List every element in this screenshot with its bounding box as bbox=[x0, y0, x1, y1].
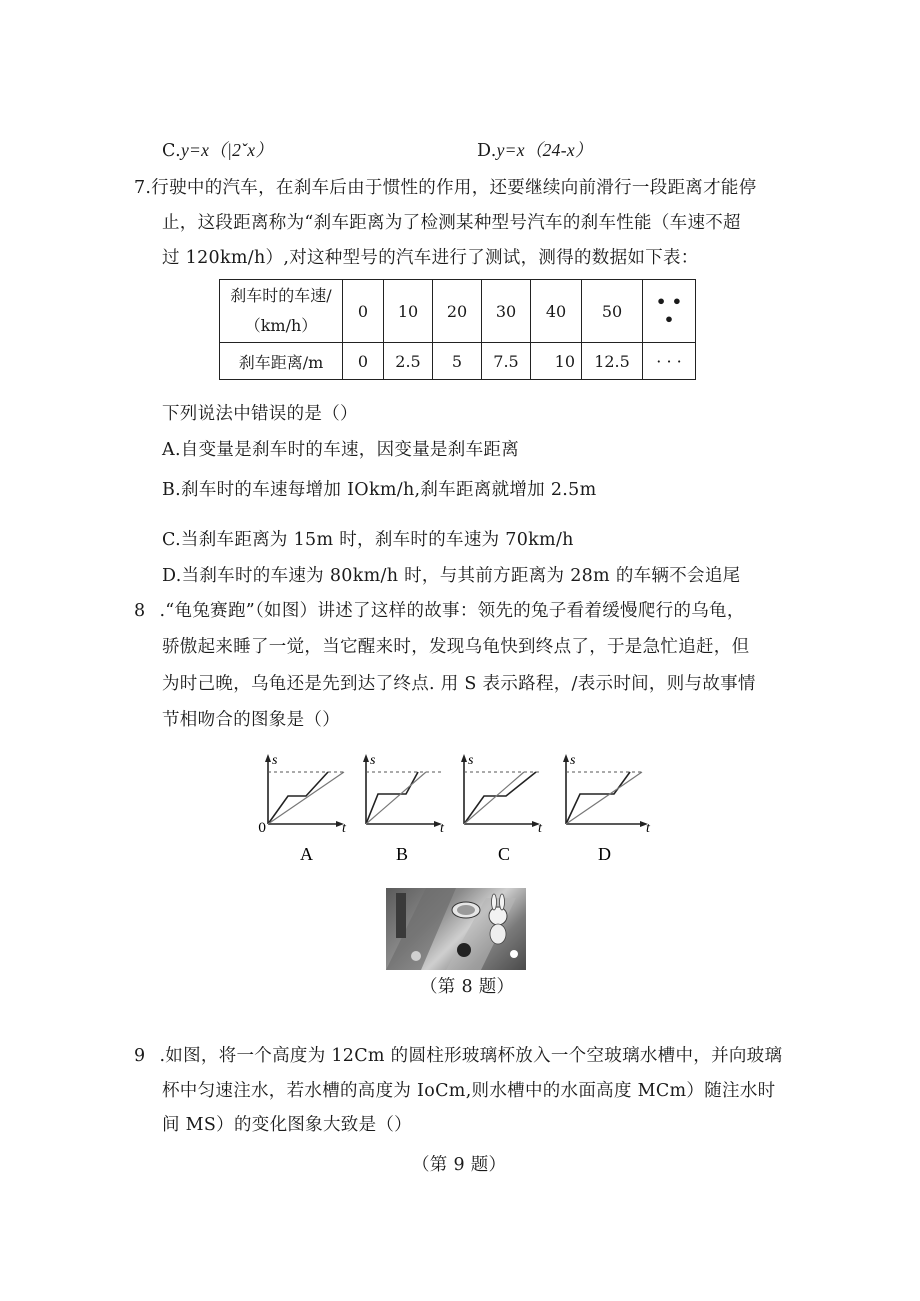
speed-dots-b: • bbox=[663, 310, 675, 329]
q7-option-d: D.当刹车时的车速为 80km/h 时，与其前方距离为 28m 的车辆不会追尾 bbox=[162, 566, 741, 586]
graph-b-svg bbox=[356, 752, 456, 862]
graph-c-t-label: t bbox=[538, 821, 542, 836]
graph-a[interactable] bbox=[258, 752, 358, 862]
option-d-prev bbox=[477, 137, 593, 162]
q7-stem-line3: 过 120km∕h）,对这种型号的汽车进行了测试，测得的数据如下表： bbox=[162, 248, 699, 268]
graph-b-s-label: s bbox=[370, 753, 376, 768]
q9-line1-text: .如图，将一个高度为 12Cm 的圆柱形玻璃杯放入一个空玻璃水槽中，并向玻璃 bbox=[159, 1046, 783, 1066]
q7-number: 7. bbox=[134, 178, 152, 198]
option-c-prev-expr: y=x（|2ˇx） bbox=[180, 140, 274, 160]
illustration-svg bbox=[386, 888, 526, 970]
q7-option-c: C.当刹车距离为 15m 时，刹车时的车速为 70km/h bbox=[162, 530, 574, 550]
distance-cell: 10 bbox=[531, 343, 582, 380]
table-row-distance bbox=[220, 343, 696, 380]
graph-b-option-label: B bbox=[396, 844, 409, 864]
q7-line1-text: 行驶中的汽车，在刹车后由于惯性的作用，还要继续向前滑行一段距离才能停 bbox=[151, 178, 757, 198]
q8-line4: 节相吻合的图象是（） bbox=[162, 710, 340, 730]
speed-cell: 10 bbox=[384, 280, 433, 343]
q8-line1 bbox=[134, 597, 745, 622]
distance-cell: 2.5 bbox=[384, 343, 433, 380]
tortoise-hare-illustration bbox=[386, 888, 526, 970]
speed-cell: 30 bbox=[482, 280, 531, 343]
graph-a-origin-label: 0 bbox=[258, 821, 267, 836]
graph-a-s-label: s bbox=[272, 753, 278, 768]
distance-cell: 7.5 bbox=[482, 343, 531, 380]
speed-header-a: 刹车时的车速/ bbox=[230, 286, 332, 305]
distance-cell: 5 bbox=[433, 343, 482, 380]
graph-d-svg bbox=[556, 752, 656, 862]
q7-option-b: B.刹车时的车速每增加 IOkm∕h,刹车距离就增加 2.5m bbox=[162, 480, 597, 500]
q8-line2: 骄傲起来睡了一觉，当它醒来时，发现乌龟快到终点了，于是急忙追赶，但 bbox=[162, 637, 750, 657]
speed-ellipsis-cell bbox=[643, 280, 696, 343]
graph-b[interactable] bbox=[356, 752, 456, 862]
q9-line1 bbox=[134, 1042, 782, 1067]
graph-d[interactable] bbox=[556, 752, 656, 862]
distance-cell: 12.5 bbox=[582, 343, 643, 380]
q7-stem-line1 bbox=[134, 174, 757, 199]
q7-option-a: A.自变量是刹车时的车速，因变量是刹车距离 bbox=[162, 440, 519, 460]
option-d-prev-label: D. bbox=[477, 141, 497, 161]
speed-cell: 50 bbox=[582, 280, 643, 343]
distance-header-cell: 刹车距离/m bbox=[220, 343, 343, 380]
q8-line3: 为时己晚，乌龟还是先到达了终点. 用 S 表示路程，/表示时间，则与故事情 bbox=[162, 674, 756, 694]
q7-stem-line2: 止，这段距离称为“刹车距离为了检测某种型号汽车的刹车性能（车速不超 bbox=[162, 213, 741, 233]
speed-cell: 0 bbox=[343, 280, 384, 343]
graph-a-option-label: A bbox=[300, 844, 313, 864]
speed-cell: 20 bbox=[433, 280, 482, 343]
speed-dots-a: • • bbox=[655, 292, 683, 311]
q9-caption: （第 9 题） bbox=[412, 1155, 507, 1175]
option-c-prev bbox=[162, 137, 273, 162]
graph-c[interactable] bbox=[454, 752, 554, 862]
distance-cell: 0 bbox=[343, 343, 384, 380]
graph-b-t-label: t bbox=[440, 821, 444, 836]
graph-c-option-label: C bbox=[498, 844, 511, 864]
graph-c-s-label: s bbox=[468, 753, 474, 768]
graph-d-option-label: D bbox=[598, 844, 611, 864]
graph-a-svg bbox=[258, 752, 358, 862]
speed-cell: 40 bbox=[531, 280, 582, 343]
graph-d-s-label: s bbox=[570, 753, 576, 768]
graph-c-svg bbox=[454, 752, 554, 862]
distance-ellipsis-cell: · · · bbox=[643, 343, 696, 380]
q8-line1-text: .“龟兔赛跑”（如图）讲述了这样的故事：领先的兔子看着缓慢爬行的乌龟， bbox=[159, 601, 745, 621]
q8-caption: （第 8 题） bbox=[420, 977, 515, 997]
q7-prompt: 下列说法中错误的是（） bbox=[162, 404, 358, 424]
q9-number: 9 bbox=[134, 1046, 146, 1066]
table-row-speed bbox=[220, 280, 696, 343]
option-d-prev-expr: y=x（24-x） bbox=[496, 140, 593, 160]
q9-line3: 间 MS）的变化图象大致是（） bbox=[162, 1115, 412, 1135]
graph-d-t-label: t bbox=[646, 821, 650, 836]
speed-header-cell bbox=[220, 280, 343, 343]
q8-number: 8 bbox=[134, 601, 146, 621]
speed-header-b: （km/h） bbox=[244, 316, 318, 335]
graph-a-t-label: t bbox=[342, 821, 346, 836]
option-c-prev-label: C. bbox=[162, 141, 181, 161]
brake-data-table bbox=[219, 279, 696, 380]
q9-line2: 杯中匀速注水，若水槽的高度为 IoCm,则水槽中的水面高度 MCm）随注水时 bbox=[162, 1081, 776, 1101]
